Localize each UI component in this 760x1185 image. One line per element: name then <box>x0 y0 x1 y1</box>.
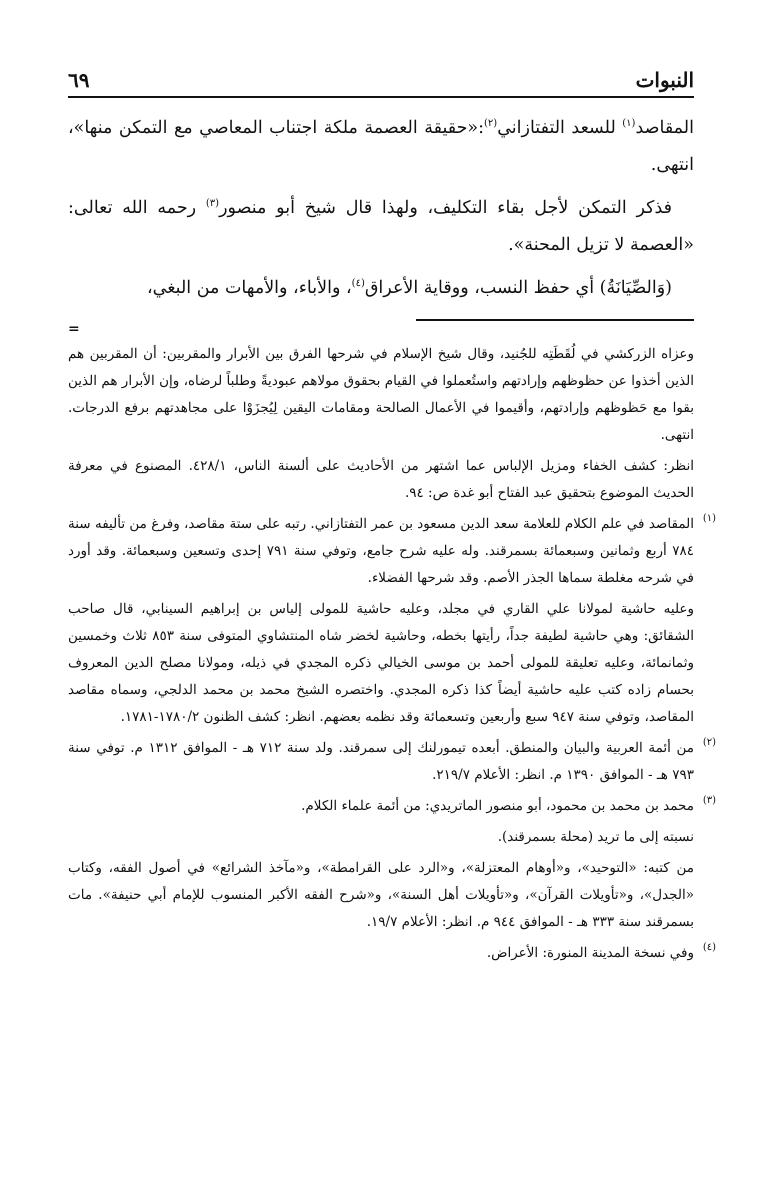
main-paragraph <box>68 190 694 264</box>
text-span: للسعد التفتازاني <box>497 118 623 138</box>
text-span: :«حقيقة العصمة ملكة اجتناب المعاصي مع التمكن منها»، انتهى. <box>68 118 694 175</box>
main-paragraph <box>68 270 694 307</box>
footnote-rule <box>416 319 694 321</box>
text-span: رحمه الله تعالى: «العصمة لا تزيل المحنة». <box>68 198 694 255</box>
footnote-number: (٤) <box>702 942 716 953</box>
footnote-text: وعليه حاشية لمولانا علي القاري في مجلد، وعليه حاشية للمولى إلياس بن إبراهيم السينابي، قال صاحب الشقائق: وهي حاشية لطيفة جداً، رأيتها بخطه، وحاشية لخضر شاه المنتشاوي المتوفى سنة ٨٥٣ ثلاث وخمسين وثمانمائة، وعليه تعليقة للمولى أحمد بن موسى الخيالي ذكره المجدي في ذيله، ومولانا مصلح الدين المعروف بحسام زاده كتب عليه حاشية أيضاً كذا ذكره المجدي. واختصره الشيخ محمد بن محمد الدلجي، وسماه مقاصد المقاصد، وتوفي سنة ٩٤٧ سبع وأربعين وتسعمائة وقد نظمه بعضهم. انظر: كشف الظنون ١٧٨٠/٢-١٧٨١. <box>68 601 694 725</box>
footnote-text: وفي نسخة المدينة المنورة: الأعراض. <box>486 945 694 961</box>
footnote-4 <box>68 940 716 967</box>
main-text <box>68 110 694 307</box>
footnote-1 <box>68 511 716 731</box>
page-number: ٦٩ <box>68 68 90 92</box>
running-title: النبوات <box>635 68 694 92</box>
footnote-ref[interactable]: (١) <box>622 118 636 130</box>
footnote-number: (٣) <box>702 795 716 806</box>
footnote-number: (١) <box>702 513 716 524</box>
footnote-continuation: انظر: كشف الخفاء ومزيل الإلباس عما اشتهر من الأحاديث على ألسنة الناس، ٤٢٨/١. المصنوع في معرفة الحديث الموضوع بتحقيق عبد الفتاح أبو غدة ص: ٩٤. <box>68 458 695 501</box>
footnote-text: محمد بن محمد بن محمود، أبو منصور الماتريدي: من أئمة علماء الكلام. <box>301 798 694 814</box>
footnote-ref[interactable]: (٢) <box>484 118 498 130</box>
footnote-ref[interactable]: (٤) <box>351 278 365 290</box>
footnote-text: من كتبه: «التوحيد»، و«أوهام المعتزلة»، و«الرد على القرامطة»، و«مآخذ الشرائع» في أصول الفقه، وكتاب «الجدل»، و«تأويلات القرآن»، و«تأويلات أهل السنة»، و«شرح الفقه الأكبر المنسوب للإمام أبي حنيفة». مات بسمرقند سنة ٣٣٣ هـ - الموافق ٩٤٤ م. انظر: الأعلام ١٩/٧. <box>68 860 694 930</box>
text-span: ، والأباء، والأمهات من البغي، <box>146 278 352 298</box>
footnote-number: (٢) <box>702 737 716 748</box>
footnote-text: المقاصد في علم الكلام للعلامة سعد الدين مسعود بن عمر التفتازاني. رتبه على ستة مقاصد، وفرغ من تأليفه سنة ٧٨٤ أربع وثمانين وسبعمائة بسمرقند. وله عليه شرح جامع، وتوفي سنة ٧٩١ إحدى وتسعين وسبعمائة. وقد أورد في شرحه مغلطة سماها الجذر الأصم. وقد شرحها الفضلاء. <box>68 516 695 586</box>
header-rule <box>68 96 694 98</box>
text-span: (وَالصِّيَانَةُ) أي حفظ النسب، ووقاية الأعراق <box>364 278 672 298</box>
footnote-2 <box>68 735 716 789</box>
book-page <box>68 58 716 971</box>
text-span: فذكر التمكن لأجل بقاء التكليف، ولهذا قال شيخ أبو منصور <box>219 198 672 218</box>
footnote-continuation: وعزاه الزركشي في لُقَطَتِه للجُنيد، وقال شيخ الإسلام في شرحها الفرق بين الأبرار والمقربين: أن المقربين هم الذين أخذوا عن حظوظهم وإرادتهم واستُعملوا في القيام بحقوق مولاهم عبوديةً وطلباً لرضاه، وإن الأبرار هم الذين بقوا مع حَظوظهم وإرادتهم، وأقيموا في الأعمال الصالحة ومقامات اليقين لِيُجزَوْا على مجاهدتهم برفع الدرجات. انتهى. <box>68 346 694 443</box>
footnote-text: نسبته إلى ما تريد (محلة بسمرقند). <box>497 829 694 845</box>
text-span: المقاصد <box>635 118 694 138</box>
footnote-ref[interactable]: (٣) <box>205 198 220 210</box>
main-paragraph <box>68 110 694 184</box>
continuation-mark: = <box>68 321 80 337</box>
page-header <box>68 58 694 92</box>
footnote-text: من أئمة العربية والبيان والمنطق. أبعده تيمورلنك إلى سمرقند. ولد سنة ٧١٢ هـ - الموافق ١٣١٢ م. توفي سنة ٧٩٣ هـ - الموافق ١٣٩٠ م. انظر: الأعلام ٢١٩/٧. <box>68 740 694 783</box>
footnotes <box>68 341 716 967</box>
footnote-3 <box>68 793 716 936</box>
footnote-separator <box>68 319 694 341</box>
